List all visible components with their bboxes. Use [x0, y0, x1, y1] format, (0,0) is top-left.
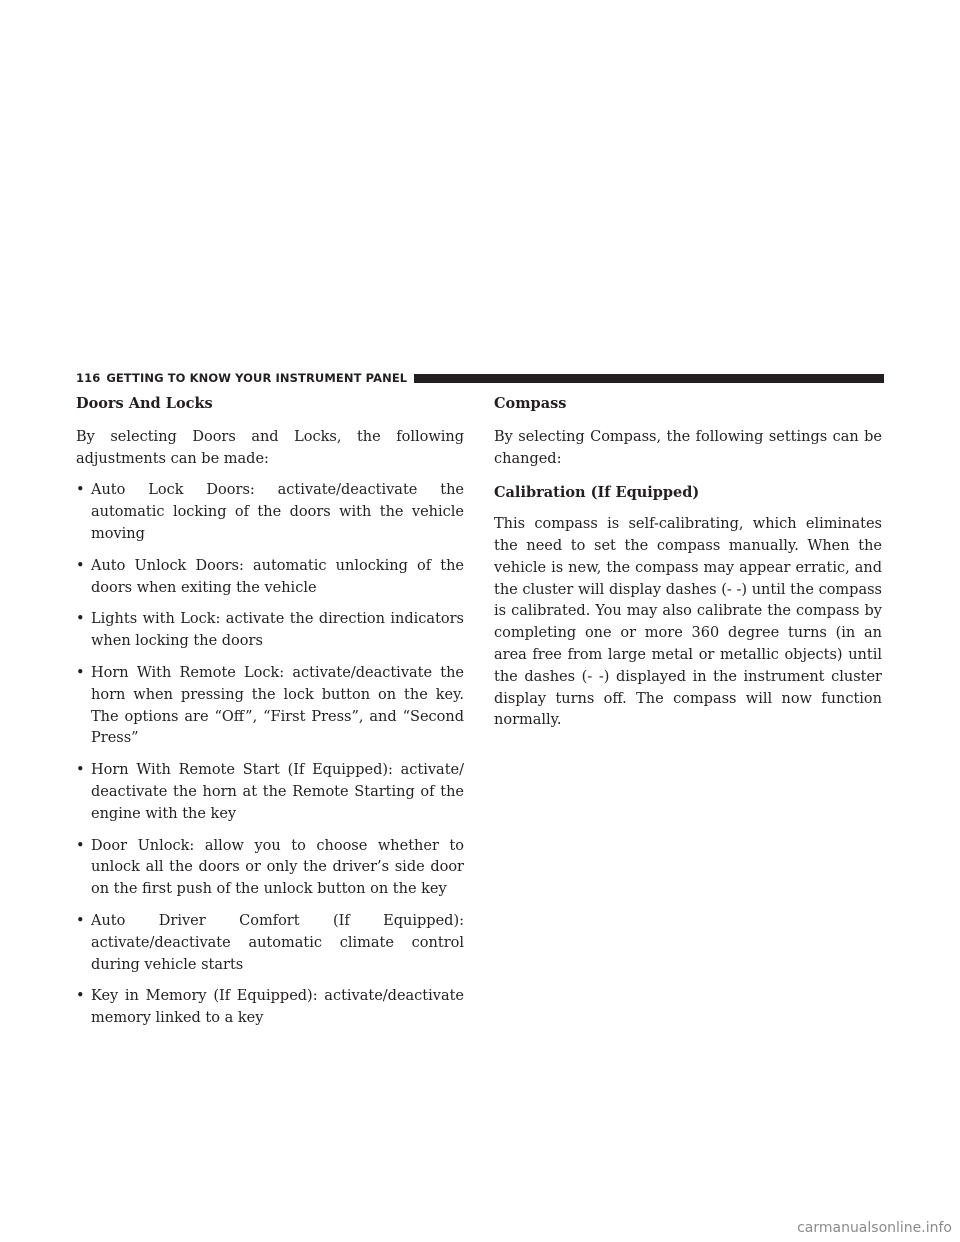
- site-watermark: carmanualsonline.info: [797, 1220, 952, 1236]
- list-item: [76, 986, 464, 1030]
- calibration-heading: Calibration (If Equipped): [494, 484, 700, 502]
- list-item: [76, 663, 464, 750]
- list-item: [76, 911, 464, 976]
- left-column: [76, 393, 464, 1040]
- list-item: [76, 760, 464, 825]
- list-item: [76, 609, 464, 653]
- list-item-text: Auto Lock Doors: activate/deactivate the automatic locking of the doors with the vehicle moving: [91, 482, 464, 542]
- header-rule: [414, 374, 884, 383]
- bullet: •: [76, 988, 85, 1005]
- bullet: •: [76, 557, 85, 574]
- bullet: •: [76, 611, 85, 628]
- compass-heading: Compass: [494, 395, 567, 412]
- list-item-text: Lights with Lock: activate the direction indicators when locking the doors: [91, 611, 464, 650]
- calibration-body: This compass is self-calibrating, which eliminates the need to set the compass manually. When the vehicle is new, the compass may appear erratic, and the cluster will display dashes (- -) until the compass is calibrated. You may also calibrate the compass by completing one or more 360 degree turns (in an area free from large metal or metallic objects) until the dashes (- -) displayed in the instrument cluster display turns off. The compass will now function normally.: [494, 516, 882, 729]
- compass-intro: By selecting Compass, the following settings can be changed:: [494, 428, 882, 467]
- list-item-text: Auto Driver Comfort (If Equipped): activate/deactivate automatic climate control during vehicle starts: [91, 912, 464, 973]
- right-column: [494, 393, 882, 742]
- doors-and-locks-heading: Doors And Locks: [76, 395, 213, 412]
- page-number: 116: [76, 371, 101, 385]
- bullet: •: [76, 837, 85, 854]
- bullet: •: [76, 762, 85, 779]
- section-title: GETTING TO KNOW YOUR INSTRUMENT PANEL: [106, 371, 408, 385]
- doors-and-locks-list: [76, 480, 464, 1030]
- list-item-text: Door Unlock: allow you to choose whether to unlock all the doors or only the driver’s side door on the first push of the unlock button on the key: [91, 837, 464, 898]
- list-item: [76, 836, 464, 901]
- list-item-text: Horn With Remote Lock: activate/deactivate the horn when pressing the lock button on the key. The options are “Off”, “First Press”, and “Second Press”: [91, 664, 464, 747]
- list-item: [76, 480, 464, 545]
- list-item-text: Key in Memory (If Equipped): activate/deactivate memory linked to a key: [91, 988, 464, 1027]
- running-header: [76, 370, 884, 386]
- list-item-text: Horn With Remote Start (If Equipped): activate/ deactivate the horn at the Remote Starting of the engine with the key: [91, 762, 464, 822]
- list-item: [76, 556, 464, 600]
- bullet: •: [76, 482, 85, 499]
- bullet: •: [76, 664, 85, 681]
- list-item-text: Auto Unlock Doors: automatic unlocking of the doors when exiting the vehicle: [91, 557, 464, 596]
- doors-and-locks-intro: By selecting Doors and Locks, the following adjustments can be made:: [76, 428, 464, 467]
- bullet: •: [76, 912, 85, 929]
